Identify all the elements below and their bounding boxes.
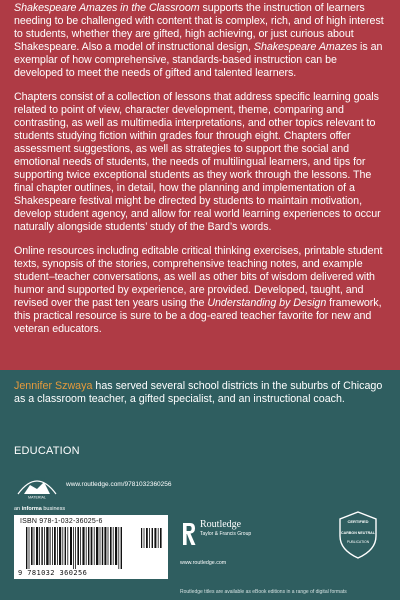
seal-mid-text: CARBON NEUTRAL	[341, 531, 375, 535]
description-paragraph-2: Chapters consist of a collection of lessons that address specific learning goals related to point of view, character development, theme, comparing and contrasting, as well as multimedia interpretations, and other topics relevant to students studying fiction within grades four through eight. Chapters offer assessment suggestions, as well as strategies to support the social and emotional needs of students, the needs of multilingual learners, and tips for supporting twice exceptional students as they work through the lessons. The final chapter outlines, in detail, how the planning and implementation of a Shakespeare festival might be directed by students to maintain motivation, develop student agency, and allow for real world learning experiences to occur naturally alongside students’ study of the Bard’s words.	[14, 91, 381, 233]
informa-business-line	[14, 506, 65, 512]
informa-prefix: an	[14, 506, 22, 512]
support-material-url[interactable]: www.routledge.com/9781032360256	[66, 481, 172, 488]
author-bio-text: has served several school districts in the suburbs of Chicago as a classroom teacher, a gifted specialist, and an instructional coach.	[14, 380, 383, 405]
isbn-barcode-box	[14, 515, 168, 579]
paragraph-1-text-b: is an exemplar of how comprehensive, standards-based instruction can be developed to meet the needs of gifted and talented learners.	[14, 40, 383, 79]
support-logo-bottom-text: MATERIAL	[28, 495, 46, 500]
support-logo-top-text: SUPPORT	[28, 477, 46, 482]
publisher-name: Routledge	[200, 519, 242, 530]
seal-top-text: CERTIFIED	[347, 519, 369, 524]
book-short-title-italic: Shakespeare Amazes	[253, 40, 358, 53]
routledge-logo-icon	[181, 521, 197, 547]
paragraph-1-text-a: supports the instruction of learners needing to be challenged with content that is complex, rich, and of high interest to students, whether they are gifted, high achieving, or just curious about Shakespeare. Also a model of instructional design,	[14, 2, 384, 53]
paragraph-3-text-a: Online resources including editable critical thinking exercises, printable student texts, synopsis of the stories, comprehensive teaching notes, and example student–teacher conversations, as well as other bits of wisdom delivered with humor and supported by experience, are provided. Developed, taught, and revised over the past ten years using the	[14, 245, 383, 310]
info-panel	[0, 370, 400, 600]
description-paragraph-1	[14, 2, 386, 79]
framework-name-italic: Understanding by Design	[207, 297, 327, 310]
publisher-group: Taylor & Francis Group	[200, 531, 252, 537]
author-bio	[14, 380, 386, 406]
informa-suffix: business	[41, 506, 66, 512]
informa-brand: informa	[21, 506, 42, 512]
paragraph-3-text-b: framework, this practical resource is sure to be a dog-eared teacher favorite for new and veteran educators.	[14, 297, 382, 335]
barcode-digits: 9 781032 360256	[18, 569, 88, 577]
book-title-italic: Shakespeare Amazes in the Classroom	[14, 2, 200, 14]
subject-category: EDUCATION	[14, 445, 80, 457]
price-code-barcode-icon	[140, 527, 164, 551]
seal-bottom-text: PUBLICATION	[346, 540, 370, 544]
ebook-footnote: Routledge titles are available as eBook editions in a range of digital formats	[180, 589, 347, 595]
publisher-url[interactable]: www.routledge.com	[180, 560, 227, 566]
carbon-neutral-seal-icon	[336, 510, 380, 560]
support-material-logo-icon	[14, 474, 60, 500]
barcode-icon	[26, 527, 126, 569]
isbn-label: ISBN 978-1-032-36025-6	[20, 518, 103, 525]
description-paragraph-3	[14, 245, 386, 335]
author-name: Jennifer Szwaya	[14, 380, 93, 392]
